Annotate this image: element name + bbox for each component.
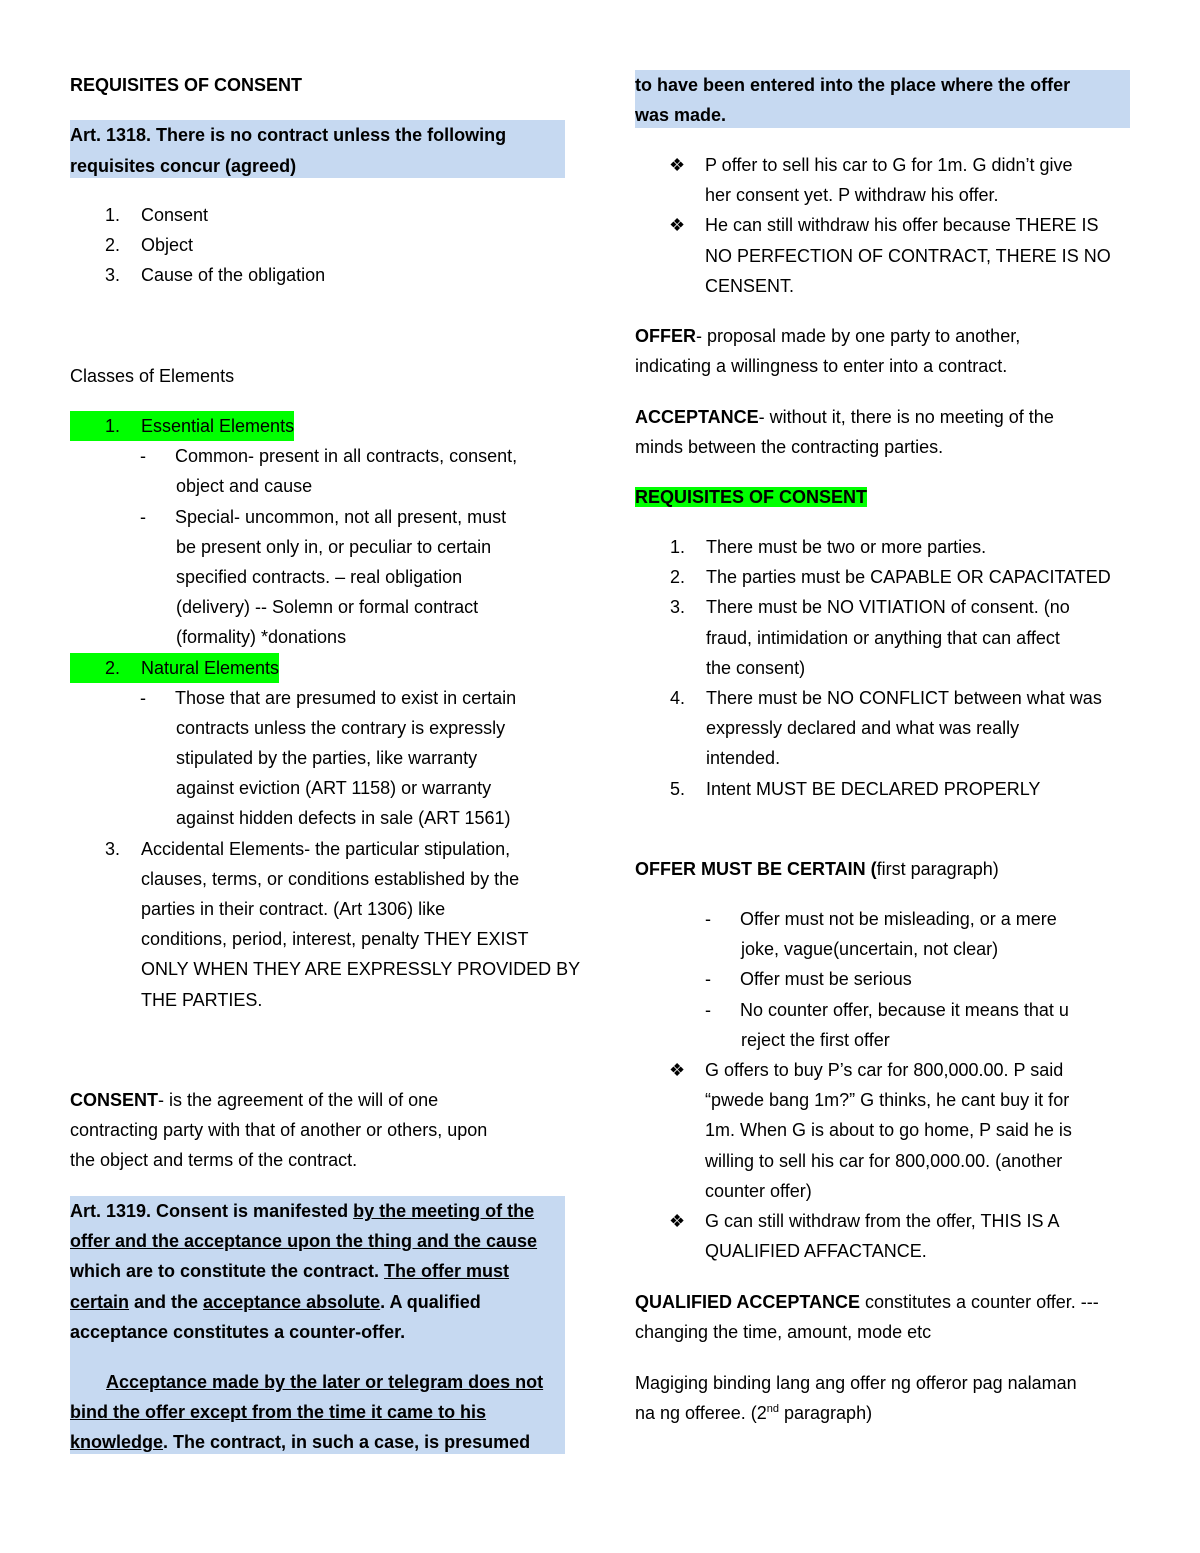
list-item: - Offer must not be misleading, or a mere [705,909,1057,929]
list-item: 1. Consent [105,205,209,225]
special-item-cont: be present only in, or peculiar to certain [176,536,492,557]
special-item-cont: specified contracts. – real obligation [176,566,463,587]
accidental-cont: ONLY WHEN THEY ARE EXPRESSLY PROVIDED BY [141,959,581,980]
requisites-heading-2: REQUISITES OF CONSENT [635,487,868,507]
common-item: - Common- present in all contracts, consent, [140,446,518,467]
elements-list [70,411,581,1015]
binding-note: Magiging binding lang ang offer ng offeror pag nalaman na ng offeree. (2nd paragraph) [635,1373,1077,1424]
qualified-acceptance: QUALIFIED ACCEPTANCE constitutes a counter offer. --- changing the time, amount, mode etc [635,1292,1099,1343]
natural-desc-cont: stipulated by the parties, like warranty [176,748,478,769]
page-heading: REQUISITES OF CONSENT [70,75,303,95]
example-item: ❖ P offer to sell his car to G for 1m. G didn’t give [635,150,1130,180]
list-item: - No counter offer, because it means that u [705,999,1069,1020]
natural-desc-cont: against eviction (ART 1158) or warranty [176,778,492,799]
accidental-cont: THE PARTIES. [141,989,263,1010]
article-1319: Art. 1319. Consent is manifested by the meeting of the offer and the acceptance upon the thing and the cause which are to constitute the contract. The offer must certain and the acceptance absolute. A qualified acceptance constitutes a counter-offer. Acceptance made by the later or telegram does not bind the offer except from the time it came to his knowledge. The contract, in such a case, is presumed [70,1196,565,1454]
list-item: 3. Cause of the obligation [105,265,326,286]
acceptance-definition: ACCEPTANCE- without it, there is no meeting of the minds between the contracting parties. [635,407,1054,458]
list-item: 2. Object [105,235,194,256]
diamond-bullet-icon: ❖ [669,1059,686,1080]
list-item: 3. There must be NO VITIATION of consent. (no [670,597,1070,618]
natural-elements-item: 2. Natural Elements [70,653,565,683]
essential-elements-item: 1. Essential Elements [70,411,565,441]
accidental-cont: clauses, terms, or conditions established by the [141,868,520,889]
diamond-bullet-icon: ❖ [669,215,686,236]
requisites-list [70,200,565,291]
example-item: ❖ G can still withdraw from the offer, THIS IS A [635,1206,1130,1236]
natural-desc-cont: contracts unless the contrary is expressly [176,717,506,738]
classes-heading: Classes of Elements [70,366,235,386]
common-item-cont: object and cause [176,476,313,497]
example-item: ❖ G offers to buy P’s car for 800,000.00. P said [635,1055,1130,1085]
consent-definition: CONSENT- is the agreement of the will of one contracting party with that of another or others, upon the object and terms of the contract. [70,1090,488,1171]
natural-desc-cont: against hidden defects in sale (ART 1561) [176,808,511,829]
list-item: - Offer must be serious [705,969,912,990]
list-item: 2. The parties must be CAPABLE OR CAPACITATED [670,567,1111,588]
list-item: 1. There must be two or more parties. [670,537,987,557]
example-item: ❖ He can still withdraw his offer because THERE IS [635,210,1130,240]
article-1318 [70,120,565,178]
accidental-cont: parties in their contract. (Art 1306) like [141,899,446,919]
special-item-cont: (formality) *donations [176,627,347,648]
list-item: 4. There must be NO CONFLICT between what was [670,687,1102,708]
diamond-bullet-icon: ❖ [669,155,686,175]
special-item-cont: (delivery) -- Solemn or formal contract [176,597,479,618]
art1318-line1: Art. 1318. There is no contract unless the following [70,125,507,145]
offer-certain-heading: OFFER MUST BE CERTAIN (first paragraph) [635,859,999,879]
requisites-list-2: 1. There must be two or more parties. 2. The parties must be CAPABLE OR CAPACITATED 3. There must be NO VITIATION of consent. (no fraud, intimidation or anything that can affect the consent) 4. There must be NO CONFLICT between what was expressly declared and what was really intended. 5. Intent MUST BE DECLARED PROPERLY [635,532,1130,804]
special-item: - Special- uncommon, not all present, must [140,506,507,527]
article-1319-continued: to have been entered into the place where the offer was made. [635,70,1130,128]
diamond-bullet-icon: ❖ [669,1210,686,1231]
offer-definition: OFFER- proposal made by one party to another, indicating a willingness to enter into a contract. [635,326,1021,377]
accidental-elements-item: 3. Accidental Elements- the particular stipulation, [105,838,511,859]
certain-list: - Offer must not be misleading, or a mere joke, vague(uncertain, not clear) - Offer must be serious - No counter offer, because it means that u reject the first offer ❖ G offers to buy P’s car for 800,000.00. P said “pwede bang 1m?” G thinks, he cant buy it for 1m. When G is about to go home, P said he is willing to sell his car for 800,000.00. (another counter offer) ❖ G can still withdraw from the offer, THIS IS A QUALIFIED AFFACTANCE. [635,904,1130,1266]
list-item: 5. Intent MUST BE DECLARED PROPERLY [670,778,1041,799]
art1318-line2: requisites concur (agreed) [70,156,297,177]
natural-desc: - Those that are presumed to exist in certain [140,687,517,708]
example-list-1: ❖ P offer to sell his car to G for 1m. G didn’t give her consent yet. P withdraw his offer. ❖ He can still withdraw his offer because THERE IS NO PERFECTION OF CONTRACT, THERE IS NO CENSENT. [635,150,1130,301]
accidental-cont: conditions, period, interest, penalty THEY EXIST [141,929,529,950]
